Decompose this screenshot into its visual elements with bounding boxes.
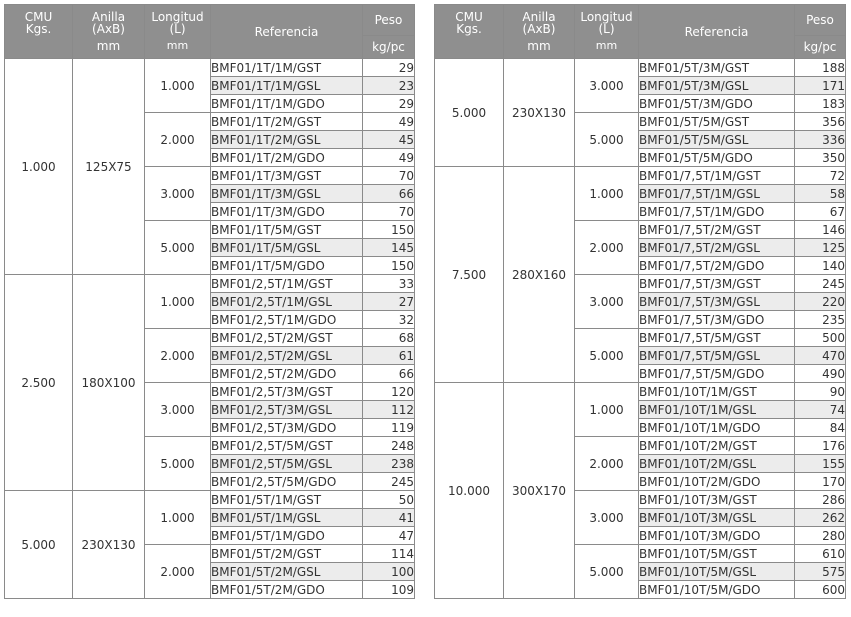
peso-cell: 245 [795, 275, 846, 293]
header-longitud [145, 5, 211, 59]
referencia-cell: BMF01/2,5T/3M/GDO [211, 419, 363, 437]
referencia-cell: BMF01/7,5T/3M/GSL [639, 293, 795, 311]
header-anilla [73, 5, 145, 59]
referencia-cell: BMF01/1T/3M/GDO [211, 203, 363, 221]
header-peso: Peso [363, 5, 415, 36]
referencia-cell: BMF01/7,5T/5M/GST [639, 329, 795, 347]
referencia-cell: BMF01/10T/5M/GSL [639, 563, 795, 581]
peso-cell: 171 [795, 77, 846, 95]
peso-cell: 170 [795, 473, 846, 491]
peso-cell: 262 [795, 509, 846, 527]
anilla-cell: 280X160 [504, 167, 575, 383]
peso-cell: 610 [795, 545, 846, 563]
peso-cell: 70 [363, 167, 415, 185]
peso-cell: 68 [363, 329, 415, 347]
peso-cell: 150 [363, 257, 415, 275]
referencia-cell: BMF01/7,5T/1M/GSL [639, 185, 795, 203]
anilla-cell: 300X170 [504, 383, 575, 599]
peso-cell: 280 [795, 527, 846, 545]
referencia-cell: BMF01/2,5T/1M/GDO [211, 311, 363, 329]
referencia-cell: BMF01/7,5T/5M/GSL [639, 347, 795, 365]
peso-cell: 47 [363, 527, 415, 545]
referencia-cell: BMF01/10T/3M/GDO [639, 527, 795, 545]
referencia-cell: BMF01/2,5T/5M/GDO [211, 473, 363, 491]
peso-cell: 49 [363, 113, 415, 131]
table-row [5, 275, 415, 293]
referencia-cell: BMF01/1T/2M/GDO [211, 149, 363, 167]
peso-cell: 49 [363, 149, 415, 167]
referencia-cell: BMF01/2,5T/2M/GDO [211, 365, 363, 383]
header-longitud [575, 5, 639, 59]
table-row [5, 491, 415, 509]
header-longitud-label: Longitud [151, 10, 204, 24]
referencia-cell: BMF01/10T/3M/GST [639, 491, 795, 509]
longitud-cell: 2.000 [145, 329, 211, 383]
referencia-cell: BMF01/1T/1M/GDO [211, 95, 363, 113]
peso-cell: 58 [795, 185, 846, 203]
header-longitud-sub: (L) [169, 22, 186, 36]
peso-cell: 150 [363, 221, 415, 239]
referencia-cell: BMF01/7,5T/2M/GSL [639, 239, 795, 257]
peso-cell: 70 [363, 203, 415, 221]
referencia-cell: BMF01/1T/5M/GDO [211, 257, 363, 275]
header-anilla-label: Anilla [91, 10, 126, 24]
referencia-cell: BMF01/2,5T/1M/GSL [211, 293, 363, 311]
referencia-cell: BMF01/5T/1M/GSL [211, 509, 363, 527]
table-row [5, 59, 415, 77]
longitud-cell: 2.000 [145, 113, 211, 167]
referencia-cell: BMF01/7,5T/3M/GST [639, 275, 795, 293]
peso-cell: 188 [795, 59, 846, 77]
longitud-cell: 5.000 [575, 545, 639, 599]
cmu-cell: 7.500 [435, 167, 504, 383]
anilla-cell: 180X100 [73, 275, 145, 491]
cmu-cell: 10.000 [435, 383, 504, 599]
peso-cell: 350 [795, 149, 846, 167]
referencia-cell: BMF01/1T/1M/GSL [211, 77, 363, 95]
longitud-cell: 2.000 [575, 437, 639, 491]
referencia-cell: BMF01/10T/5M/GST [639, 545, 795, 563]
referencia-cell: BMF01/5T/5M/GST [639, 113, 795, 131]
referencia-cell: BMF01/5T/5M/GSL [639, 131, 795, 149]
spec-table-left [4, 4, 415, 599]
peso-cell: 90 [795, 383, 846, 401]
peso-cell: 500 [795, 329, 846, 347]
peso-cell: 220 [795, 293, 846, 311]
peso-cell: 114 [363, 545, 415, 563]
referencia-cell: BMF01/1T/3M/GST [211, 167, 363, 185]
referencia-cell: BMF01/7,5T/1M/GST [639, 167, 795, 185]
referencia-cell: BMF01/10T/2M/GSL [639, 455, 795, 473]
header-peso: Peso [795, 5, 846, 36]
anilla-cell: 230X130 [73, 491, 145, 599]
referencia-cell: BMF01/5T/1M/GST [211, 491, 363, 509]
longitud-cell: 1.000 [145, 275, 211, 329]
referencia-cell: BMF01/1T/1M/GST [211, 59, 363, 77]
peso-cell: 286 [795, 491, 846, 509]
referencia-cell: BMF01/5T/1M/GDO [211, 527, 363, 545]
peso-cell: 50 [363, 491, 415, 509]
referencia-cell: BMF01/1T/5M/GSL [211, 239, 363, 257]
peso-cell: 470 [795, 347, 846, 365]
referencia-cell: BMF01/5T/2M/GSL [211, 563, 363, 581]
peso-cell: 66 [363, 185, 415, 203]
peso-cell: 109 [363, 581, 415, 599]
referencia-cell: BMF01/7,5T/2M/GDO [639, 257, 795, 275]
longitud-cell: 3.000 [145, 383, 211, 437]
referencia-cell: BMF01/10T/1M/GST [639, 383, 795, 401]
peso-cell: 84 [795, 419, 846, 437]
referencia-cell: BMF01/1T/5M/GST [211, 221, 363, 239]
header-anilla-sub: (AxB) [522, 22, 556, 36]
peso-cell: 23 [363, 77, 415, 95]
peso-cell: 33 [363, 275, 415, 293]
peso-cell: 146 [795, 221, 846, 239]
header-longitud-label: Longitud [580, 10, 633, 24]
peso-cell: 155 [795, 455, 846, 473]
header-cmu-label: CMU [24, 10, 53, 24]
longitud-cell: 1.000 [575, 167, 639, 221]
peso-cell: 600 [795, 581, 846, 599]
header-anilla [504, 5, 575, 59]
header-anilla-unit: mm [527, 39, 551, 53]
peso-cell: 183 [795, 95, 846, 113]
header-anilla-label: Anilla [522, 10, 556, 24]
referencia-cell: BMF01/5T/3M/GSL [639, 77, 795, 95]
peso-cell: 100 [363, 563, 415, 581]
referencia-cell: BMF01/10T/1M/GSL [639, 401, 795, 419]
longitud-cell: 2.000 [575, 221, 639, 275]
header-longitud-sub: (L) [598, 22, 615, 36]
peso-cell: 248 [363, 437, 415, 455]
header-peso-unit: kg/pc [795, 36, 846, 59]
header-cmu [435, 5, 504, 59]
cmu-cell: 5.000 [435, 59, 504, 167]
referencia-cell: BMF01/10T/3M/GSL [639, 509, 795, 527]
peso-cell: 176 [795, 437, 846, 455]
peso-cell: 140 [795, 257, 846, 275]
longitud-cell: 5.000 [145, 221, 211, 275]
header-cmu-label: CMU [455, 10, 483, 24]
peso-cell: 490 [795, 365, 846, 383]
referencia-cell: BMF01/1T/2M/GST [211, 113, 363, 131]
referencia-cell: BMF01/7,5T/1M/GDO [639, 203, 795, 221]
referencia-cell: BMF01/5T/2M/GST [211, 545, 363, 563]
header-peso-unit: kg/pc [363, 36, 415, 59]
referencia-cell: BMF01/1T/2M/GSL [211, 131, 363, 149]
peso-cell: 575 [795, 563, 846, 581]
header-referencia: Referencia [639, 5, 795, 59]
table-row [435, 167, 846, 185]
referencia-cell: BMF01/5T/3M/GDO [639, 95, 795, 113]
header-cmu [5, 5, 73, 59]
peso-cell: 120 [363, 383, 415, 401]
header-longitud-unit: mm [166, 39, 189, 52]
longitud-cell: 3.000 [575, 275, 639, 329]
peso-cell: 45 [363, 131, 415, 149]
cmu-cell: 2.500 [5, 275, 73, 491]
cmu-cell: 5.000 [5, 491, 73, 599]
referencia-cell: BMF01/5T/3M/GST [639, 59, 795, 77]
longitud-cell: 5.000 [575, 329, 639, 383]
referencia-cell: BMF01/7,5T/2M/GST [639, 221, 795, 239]
peso-cell: 61 [363, 347, 415, 365]
referencia-cell: BMF01/7,5T/3M/GDO [639, 311, 795, 329]
longitud-cell: 5.000 [575, 113, 639, 167]
header-cmu-unit: Kgs. [456, 22, 482, 36]
header-longitud-unit: mm [595, 39, 618, 52]
peso-cell: 245 [363, 473, 415, 491]
referencia-cell: BMF01/10T/2M/GDO [639, 473, 795, 491]
cmu-cell: 1.000 [5, 59, 73, 275]
peso-cell: 119 [363, 419, 415, 437]
peso-cell: 125 [795, 239, 846, 257]
peso-cell: 27 [363, 293, 415, 311]
longitud-cell: 5.000 [145, 437, 211, 491]
peso-cell: 238 [363, 455, 415, 473]
peso-cell: 145 [363, 239, 415, 257]
header-cmu-unit: Kgs. [25, 22, 52, 36]
peso-cell: 29 [363, 95, 415, 113]
longitud-cell: 1.000 [145, 59, 211, 113]
referencia-cell: BMF01/10T/5M/GDO [639, 581, 795, 599]
longitud-cell: 3.000 [575, 491, 639, 545]
referencia-cell: BMF01/2,5T/3M/GST [211, 383, 363, 401]
referencia-cell: BMF01/2,5T/5M/GSL [211, 455, 363, 473]
peso-cell: 32 [363, 311, 415, 329]
spec-table-right [434, 4, 846, 599]
table-row [435, 383, 846, 401]
longitud-cell: 3.000 [575, 59, 639, 113]
anilla-cell: 230X130 [504, 59, 575, 167]
referencia-cell: BMF01/2,5T/2M/GST [211, 329, 363, 347]
peso-cell: 356 [795, 113, 846, 131]
referencia-cell: BMF01/5T/2M/GDO [211, 581, 363, 599]
header-referencia: Referencia [211, 5, 363, 59]
anilla-cell: 125X75 [73, 59, 145, 275]
table-row [435, 59, 846, 77]
header-anilla-sub: (AxB) [92, 22, 125, 36]
peso-cell: 72 [795, 167, 846, 185]
longitud-cell: 2.000 [145, 545, 211, 599]
referencia-cell: BMF01/7,5T/5M/GDO [639, 365, 795, 383]
longitud-cell: 1.000 [145, 491, 211, 545]
peso-cell: 336 [795, 131, 846, 149]
referencia-cell: BMF01/2,5T/3M/GSL [211, 401, 363, 419]
referencia-cell: BMF01/10T/1M/GDO [639, 419, 795, 437]
peso-cell: 112 [363, 401, 415, 419]
referencia-cell: BMF01/5T/5M/GDO [639, 149, 795, 167]
peso-cell: 29 [363, 59, 415, 77]
peso-cell: 41 [363, 509, 415, 527]
longitud-cell: 1.000 [575, 383, 639, 437]
peso-cell: 74 [795, 401, 846, 419]
referencia-cell: BMF01/1T/3M/GSL [211, 185, 363, 203]
header-anilla-unit: mm [96, 39, 121, 53]
peso-cell: 235 [795, 311, 846, 329]
peso-cell: 66 [363, 365, 415, 383]
longitud-cell: 3.000 [145, 167, 211, 221]
peso-cell: 67 [795, 203, 846, 221]
referencia-cell: BMF01/2,5T/1M/GST [211, 275, 363, 293]
referencia-cell: BMF01/10T/2M/GST [639, 437, 795, 455]
referencia-cell: BMF01/2,5T/2M/GSL [211, 347, 363, 365]
referencia-cell: BMF01/2,5T/5M/GST [211, 437, 363, 455]
